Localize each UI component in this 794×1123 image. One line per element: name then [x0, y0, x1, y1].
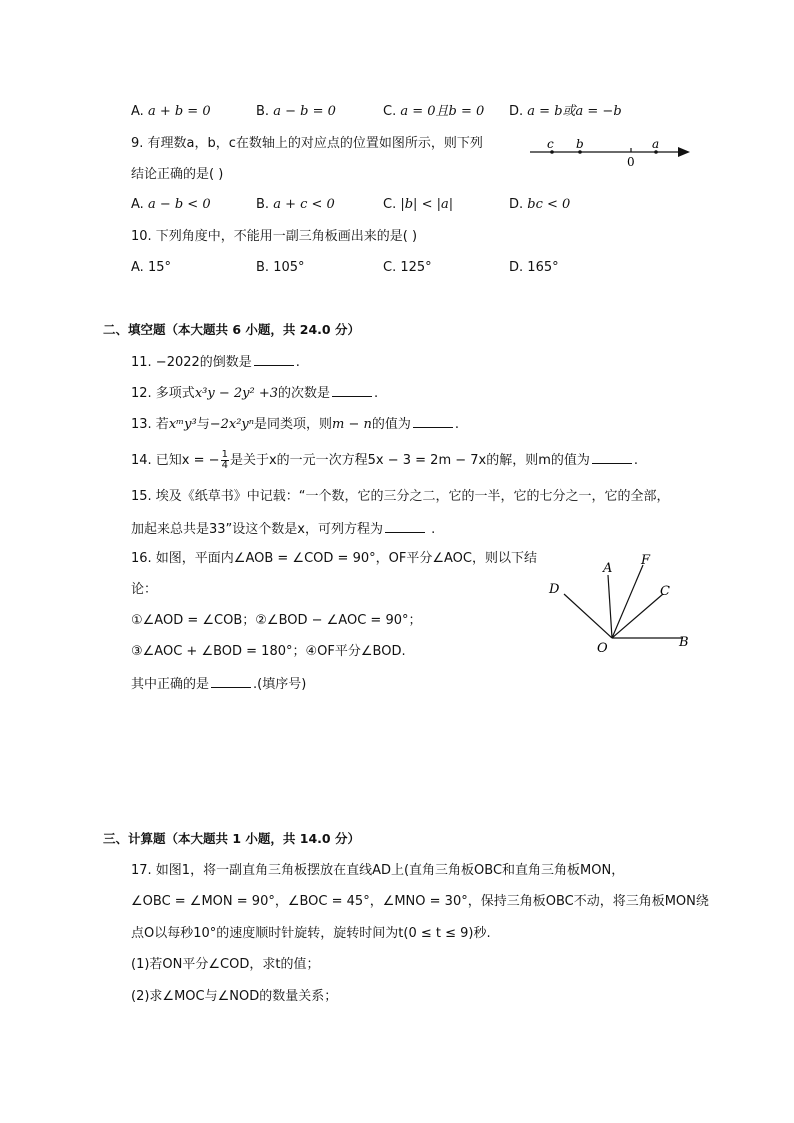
q10-stem: 10. 下列角度中，不能用一副三角板画出来的是( )	[131, 229, 418, 244]
q13: 13. 若xᵐy³与−2x²yⁿ是同类项，则m − n的值为 .	[131, 417, 460, 432]
q10-option-a: A. 15°	[131, 260, 171, 275]
ray-oc	[612, 594, 663, 638]
q9-option-d: D. bc < 0	[509, 197, 571, 212]
q10-option-b: B. 105°	[256, 260, 305, 275]
q9-stem-line1: 9. 有理数a，b，c在数轴上的对应点的位置如图所示，则下列	[131, 136, 483, 151]
q15-line1: 15. 埃及《纸草书》中记载：“一个数，它的三分之二，它的一半，它的七分之一，它的全部，	[131, 489, 670, 504]
q8-option-b: B. a − b = 0	[256, 104, 336, 119]
label-c: c	[547, 137, 554, 151]
answer-blank	[332, 384, 372, 397]
section-fill-in-title: 二、填空题（本大题共 6 小题，共 24.0 分）	[103, 322, 360, 337]
q9-option-a: A. a − b < 0	[131, 197, 211, 212]
q17-part2: (2)求∠MOC与∠NOD的数量关系；	[131, 989, 338, 1004]
q9-option-c: C. |b| < |a|	[383, 197, 454, 212]
label-b: B	[679, 635, 689, 650]
q17-line3: 点O以每秒10°的速度顺时针旋转，旋转时间为t(0 ≤ t ≤ 9)秒.	[131, 926, 491, 941]
number-line-arrow	[678, 147, 690, 157]
q17-line1: 17. 如图1，将一副直角三角板摆放在直线AD上(直角三角板OBC和直角三角板MON，	[131, 863, 625, 878]
ray-od	[564, 594, 612, 638]
answer-blank	[254, 353, 294, 366]
q17-part1: (1)若ON平分∠COD，求t的值；	[131, 957, 320, 972]
q10-option-d: D. 165°	[509, 260, 559, 275]
answer-blank	[413, 415, 453, 428]
q16-line5: 其中正确的是 .(填序号)	[131, 677, 307, 692]
q14: 14. 已知x = − $\frac{1}{4}$ 是关于x的一元一次方程5x − 3 = 2m − 7x的解，则m的值为 .	[131, 449, 639, 471]
fraction: $\frac{1}{4}$	[221, 449, 228, 471]
answer-blank	[592, 451, 632, 464]
section-calculation-title: 三、计算题（本大题共 1 小题，共 14.0 分）	[103, 831, 360, 846]
q8-option-a: A. a + b = 0	[131, 104, 211, 119]
label-o: O	[597, 641, 608, 656]
q11: 11. −2022的倒数是 .	[131, 355, 300, 370]
q9-number-line	[528, 134, 694, 170]
label-f: F	[641, 553, 651, 568]
label-c: C	[660, 584, 670, 599]
ray-of	[612, 565, 643, 638]
q16-line1: 16. 如图，平面内∠AOB = ∠COD = 90°，OF平分∠AOC，则以下结	[131, 551, 537, 566]
q15-line2: 加起来总共是33”设这个数是x，可列方程为 .	[131, 522, 436, 537]
label-a: A	[603, 561, 613, 576]
q8-option-c: C. a = 0且b = 0	[383, 104, 485, 119]
answer-blank	[211, 675, 251, 688]
label-b: b	[576, 137, 584, 151]
ray-oa	[608, 575, 612, 638]
q16-line3: ①∠AOD = ∠COB；②∠BOD − ∠AOC = 90°；	[131, 613, 422, 628]
label-d: D	[549, 582, 560, 597]
q17-line2: ∠OBC = ∠MON = 90°，∠BOC = 45°，∠MNO = 30°，保持三角板OBC不动，将三角板MON绕	[131, 894, 709, 909]
q9-option-b: B. a + c < 0	[256, 197, 335, 212]
label-a: a	[652, 137, 660, 151]
q16-line4: ③∠AOC + ∠BOD = 180°；④OF平分∠BOD.	[131, 644, 406, 659]
q8-option-d: D. a = b或a = −b	[509, 104, 622, 119]
q9-stem-line2: 结论正确的是( )	[131, 167, 224, 182]
q16-line2: 论：	[131, 582, 158, 597]
answer-blank	[385, 520, 425, 533]
q12: 12. 多项式x³y − 2y² +3的次数是 .	[131, 386, 379, 401]
q16-angle-figure	[540, 548, 700, 660]
label-zero: 0	[627, 155, 635, 169]
q10-option-c: C. 125°	[383, 260, 432, 275]
